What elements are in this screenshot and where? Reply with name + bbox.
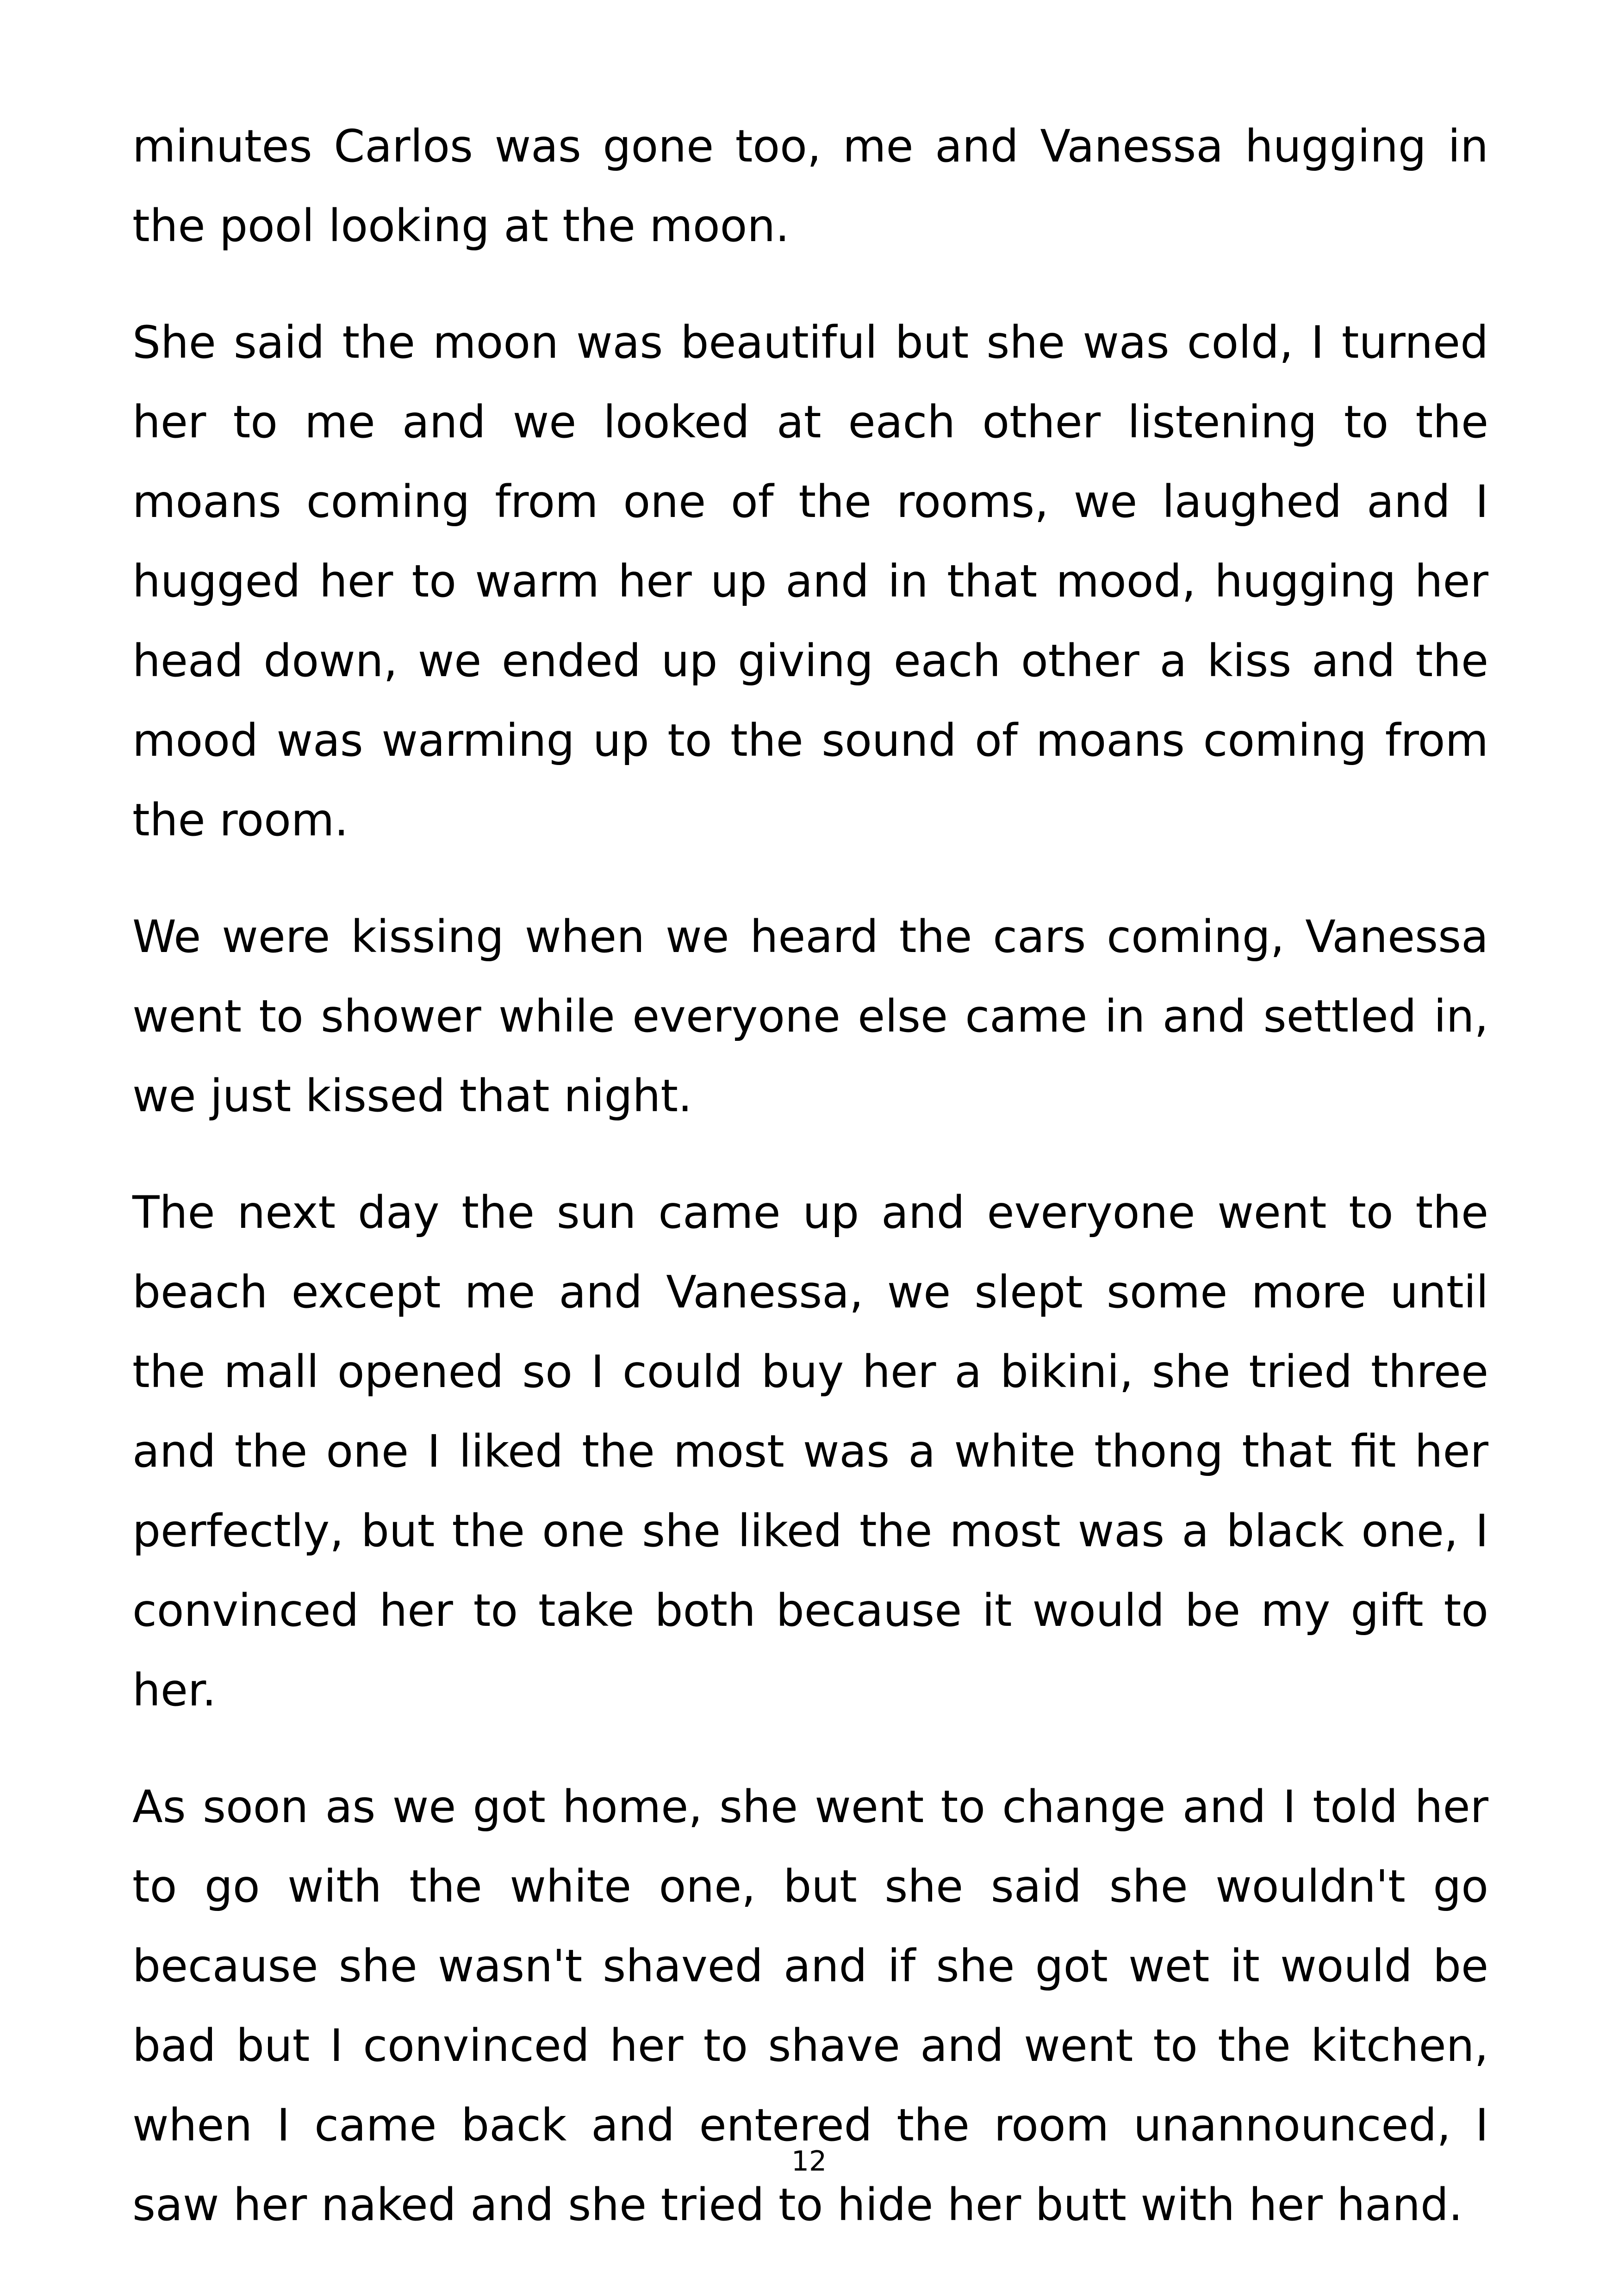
paragraph: minutes Carlos was gone too, me and Vanessa hugging in the pool looking at the moon. <box>132 120 1488 252</box>
page-number: 12 <box>791 2145 827 2178</box>
paragraph: We were kissing when we heard the cars coming, Vanessa went to shower while everyone else came in and settled in, we just kissed that night. <box>132 911 1488 1122</box>
paragraph: She said the moon was beautiful but she was cold, I turned her to me and we looked at each other listening to the moans coming from one of the rooms, we laughed and I hugged her to warm her up and in that mood, hugging her head down, we ended up giving each other a kiss and the mood was warming up to the sound of moans coming from the room. <box>132 317 1488 846</box>
body-text <box>132 106 1488 2245</box>
paragraph: As soon as we got home, she went to change and I told her to go with the white one, but she said she wouldn't go because she wasn't shaved and if she got wet it would be bad but I convinced her to shave and went to the kitchen, when I came back and entered the room unannounced, I saw her naked and she tried to hide her butt with her hand. <box>132 1781 1488 2231</box>
paragraph: The next day the sun came up and everyone went to the beach except me and Vanessa, we slept some more until the mall opened so I could buy her a bikini, she tried three and the one I liked the most was a white thong that fit her perfectly, but the one she liked the most was a black one, I convinced her to take both because it would be my gift to her. <box>132 1187 1488 1716</box>
